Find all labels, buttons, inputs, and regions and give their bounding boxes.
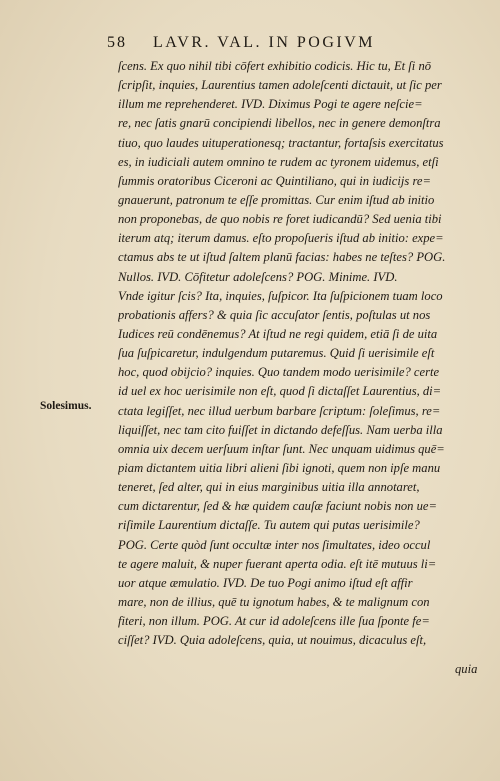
text-line: ſua ſuſpicaretur, indulgendum putaremus. Quid ſi uerisimile eſt	[118, 346, 435, 361]
text-line: te agere maluit, & nuper fuerant aperta odia. eſt itē mutuus li=	[118, 556, 437, 571]
catchword: quia	[455, 662, 478, 676]
text-line: ſcripſit, inquies, Laurentius tamen adoleſcenti dictauit, ut ſic per	[118, 78, 442, 93]
text-line: ctata legiſſet, nec illud uerbum barbare ſcriptum: ſoleſimus, re=	[118, 403, 441, 418]
text-line: mare, non de illius, quē tu ignotum habes, & te malignum con	[118, 594, 430, 609]
body-text	[118, 57, 484, 650]
text-line: tiuo, quo laudes uituperationesq; tractantur, fortaſsis exercitatus	[118, 135, 444, 150]
text-line: fiteri, non illum. POG. At cur id adoleſcens ille ſua ſponte fe=	[118, 614, 430, 629]
text-line: illum me reprehenderet. IVD. Diximus Pogi te agere neſcie=	[118, 97, 423, 112]
text-line: ſummis oratoribus Ciceroni ac Quintiliano, qui in iudicijs re=	[118, 173, 431, 188]
text-line: riſimile Laurentium dictaſſe. Tu autem qui putas uerisimile?	[118, 518, 420, 533]
text-line: Nullos. IVD. Cōfitetur adoleſcens? POG. Minime. IVD.	[118, 269, 398, 284]
text-line: gnauerunt, patronum te eſſe promittas. Cur enim iſtud ab initio	[118, 192, 435, 207]
text-line: teneret, ſed alter, qui in eius marginibus uitia illa annotaret,	[118, 480, 420, 495]
text-line: omnia uix decem uerſuum inſtar ſunt. Nec unquam uidimus quē=	[118, 441, 445, 456]
text-line: POG. Certe quòd ſunt occultæ inter nos ſimultates, ideo occul	[118, 537, 431, 552]
page-number: 58	[107, 34, 127, 51]
text-line: liquiſſet, nec tam cito fuiſſet in dictando defeſſus. Nam uerba illa	[118, 422, 443, 437]
text-line: cum dictarentur, ſed & hæ quidem cauſæ faciunt nobis non ue=	[118, 499, 437, 514]
running-head: LAVR. VAL. IN POGIVM	[153, 34, 376, 51]
text-line: non proponebas, de quo nobis re foret iudicandū? Sed uenia tibi	[118, 212, 442, 227]
text-line: uor atque æmulatio. IVD. De tuo Pogi animo iſtud eſt affir	[118, 575, 413, 590]
text-line: hoc, quod obijcio? inquies. Quo tandem modo uerisimile? certe	[118, 365, 440, 380]
text-line: ſcens. Ex quo nihil tibi cōfert exhibitio codicis. Hic tu, Et ſi nō	[118, 59, 432, 73]
text-line: es, in iudiciali autem omnino te rudem ac tyronem uidemus, etſi	[118, 154, 439, 169]
text-line: ctamus abs te ut iſtud ſaltem planū facias: habes ne teſtes? POG.	[118, 250, 446, 265]
text-line: id uel ex hoc uerisimile non eſt, quod ſi dictaſſet Laurentius, di=	[118, 384, 442, 399]
text-line: probationis affers? & quia ſic accuſator ſentis, poſtulas ut nos	[118, 307, 431, 322]
text-line: iterum atq; iterum damus. eſto propoſueris iſtud ab initio: expe=	[118, 231, 444, 246]
text-line: re, nec ſatis gnarū concipiendi libellos, nec in genere demonſtra	[118, 116, 441, 131]
text-line: Iudices reū condēnemus? At iſtud ne regi quidem, etiā ſi de uita	[118, 326, 438, 341]
marginal-note: Solesimus.	[40, 400, 92, 412]
text-line: piam dictantem uitia libri alieni ſibi ignoti, quem non ipſe manu	[118, 460, 441, 475]
page-header	[107, 34, 477, 56]
text-line: ciſſet? IVD. Quia adoleſcens, quia, ut nouimus, dicaculus eſt,	[118, 633, 427, 648]
text-line: Vnde igitur ſcis? Ita, inquies, ſuſpicor. Ita ſuſpicionem tuam loco	[118, 288, 443, 303]
